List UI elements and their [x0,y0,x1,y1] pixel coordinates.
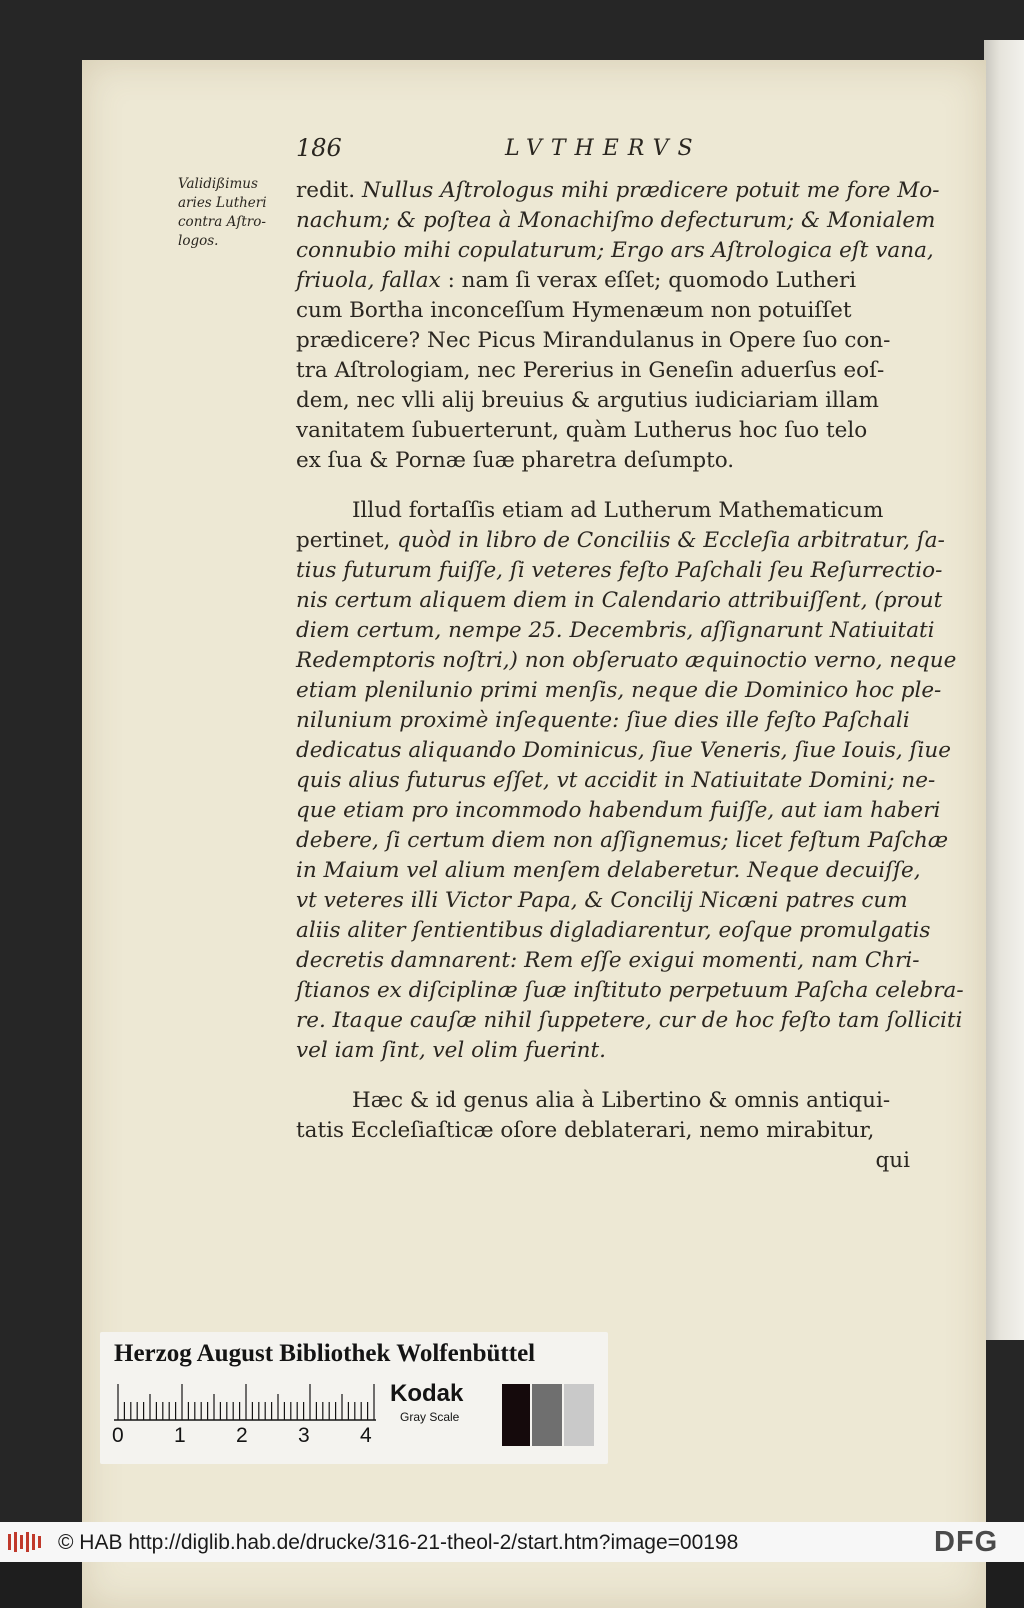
footer-credit-link[interactable]: © HAB http://diglib.hab.de/drucke/316-21-theol-2/start.htm?image=00198 [58,1531,739,1554]
text-line [296,236,932,266]
page-number: 186 [296,134,342,162]
text-line [296,676,942,706]
text-line [296,706,932,736]
text-line [296,526,945,556]
ruler-numbers [110,1424,390,1454]
text-run: vt veteres illi Victor Papa, & Concilij Nicæni patres cum [296,888,908,913]
text-line [296,206,936,236]
text-line [296,766,936,796]
marginal-note-line: logos. [178,233,219,249]
text-run: nis certum aliquem diem in Calendario attribuiſſent, (prout [296,588,943,613]
text-run: nilunium proximè inſequente: ſiue dies ille feſto Paſchali [296,708,910,733]
text-line [296,1116,932,1146]
text-line [296,266,932,296]
text-line [296,1086,932,1116]
text-run: tatis Eccleſiaſticæ oſore deblaterari, nemo mirabitur, [296,1118,875,1143]
text-run: diem certum, nempe 25. Decembris, aſſignarunt Natiuitati [296,618,935,643]
text-line [296,1006,963,1036]
text-run: que etiam pro incommodo habendum fuiſſe, aut iam haberi [296,798,941,823]
text-run: prædicere? Nec Picus Mirandulanus in Opere ſuo con- [296,328,891,353]
ruler-number: 0 [112,1424,124,1447]
hab-logo-icon [6,1530,46,1554]
text-line [296,296,932,326]
text-run: friuola, fallax [296,268,441,293]
text-line [296,736,951,766]
text-line [296,586,943,616]
text-run: tra Aſtrologiam, nec Pererius in Geneſin aduerſus eoſ- [296,358,885,383]
text-run: quòd in libro de Conciliis & Eccleſia arbitratur, ſa- [397,528,945,553]
text-run: in Maium vel alium menſem delaberetur. Neque decuiſſe, [296,858,921,883]
text-run: Nullus Aſtrologus mihi prædicere potuit me fore Mo- [361,178,940,203]
paragraph-gap [296,1066,932,1086]
text-line [296,416,932,446]
text-run: : nam ſi verax eſſet; quomodo Lutheri [440,268,857,293]
text-run: nachum; & poſtea à Monachiſmo defecturum; & Monialem [296,208,936,233]
text-run: etiam plenilunio primi menſis, neque die Dominico hoc ple- [296,678,942,703]
text-run: re. Itaque cauſæ nihil ſuppetere, cur de hoc feſto tam ſolliciti [296,1008,963,1033]
text-line [296,796,941,826]
text-run: debere, ſi certum diem non aſſignemus; licet feſtum Paſchæ [296,828,949,853]
marginal-note-line: aries Lutheri [178,195,267,211]
marginal-note-line: Validißimus [178,176,258,192]
text-line [296,496,932,526]
text-run: ex ſua & Pornæ ſuæ pharetra deſumpto. [296,448,735,473]
text-run: redit. [296,178,362,203]
ruler-number: 4 [360,1424,372,1447]
text-run: dedicatus aliquando Dominicus, ſiue Veneris, ſiue Iouis, ſiue [296,738,951,763]
text-line [296,1036,932,1066]
text-line [296,386,932,416]
text-line [296,326,932,356]
text-line [296,646,957,676]
library-name: Herzog August Bibliothek Wolfenbüttel [114,1340,536,1367]
text-run: cum Bortha inconceſſum Hymenæum non potuiſſet [296,298,852,323]
dfg-logo: DFG [934,1526,999,1558]
page-body-text [296,176,964,1176]
running-title: LVTHERVS [505,136,702,161]
gray-patch-dark [532,1384,562,1446]
text-run: connubio mihi copulaturum; Ergo ars Aſtrologica eſt vana, [296,238,934,263]
text-run: vanitatem ſubuerterunt, quàm Lutherus hoc ſuo telo [296,418,868,443]
ruler-number: 1 [174,1424,186,1447]
text-run: tius futurum fuiſſe, ſi veteres feſto Paſchali ſeu Reſurrectio- [296,558,943,583]
gray-patch-light [564,1384,594,1446]
text-line [296,556,943,586]
library-color-target [100,1332,608,1464]
adjacent-page-edge [984,40,1024,1340]
text-line [296,886,932,916]
text-run: pertinet, [296,528,398,553]
text-run: Illud fortaſſis etiam ad Lutherum Mathematicum [352,498,884,523]
text-run: Hæc & id genus alia à Libertino & omnis antiqui- [352,1088,891,1113]
marginal-note [178,175,288,251]
footer-bar [0,1522,1024,1562]
ruler-number: 2 [236,1424,248,1447]
marginal-note-line: contra Aſtro- [178,214,266,230]
text-line [296,946,932,976]
ruler-number: 3 [298,1424,310,1447]
gray-scale-label: Gray Scale [400,1410,460,1424]
text-run: vel iam ſint, vel olim fuerint. [296,1038,606,1063]
kodak-brand: Kodak [390,1380,464,1407]
text-run: ſtianos ex diſciplinæ ſuæ inſtituto perpetuum Paſcha celebra- [296,978,964,1003]
text-run: quis alius futurus eſſet, vt accidit in Natiuitate Domini; ne- [296,768,936,793]
text-run: dem, nec vlli alij breuius & argutius iudiciariam illam [296,388,879,413]
text-line [296,446,932,476]
text-line [296,976,964,1006]
text-run: Redemptoris noſtri,) non obſeruato æquinoctio verno, neque [296,648,957,673]
scale-ruler [114,1382,384,1422]
paragraph-gap [296,476,932,496]
text-line [296,856,932,886]
text-line [296,176,940,206]
text-run: aliis aliter ſentientibus digladiarentur, eoſque promulgatis [296,918,931,943]
gray-patch-black [502,1384,530,1446]
text-line [296,356,932,386]
text-run: decretis damnarent: Rem eſſe exigui momenti, nam Chri- [296,948,920,973]
text-line [296,916,932,946]
text-line [296,826,949,856]
catchword [296,1146,932,1176]
text-run: qui [875,1148,910,1173]
text-line [296,616,935,646]
